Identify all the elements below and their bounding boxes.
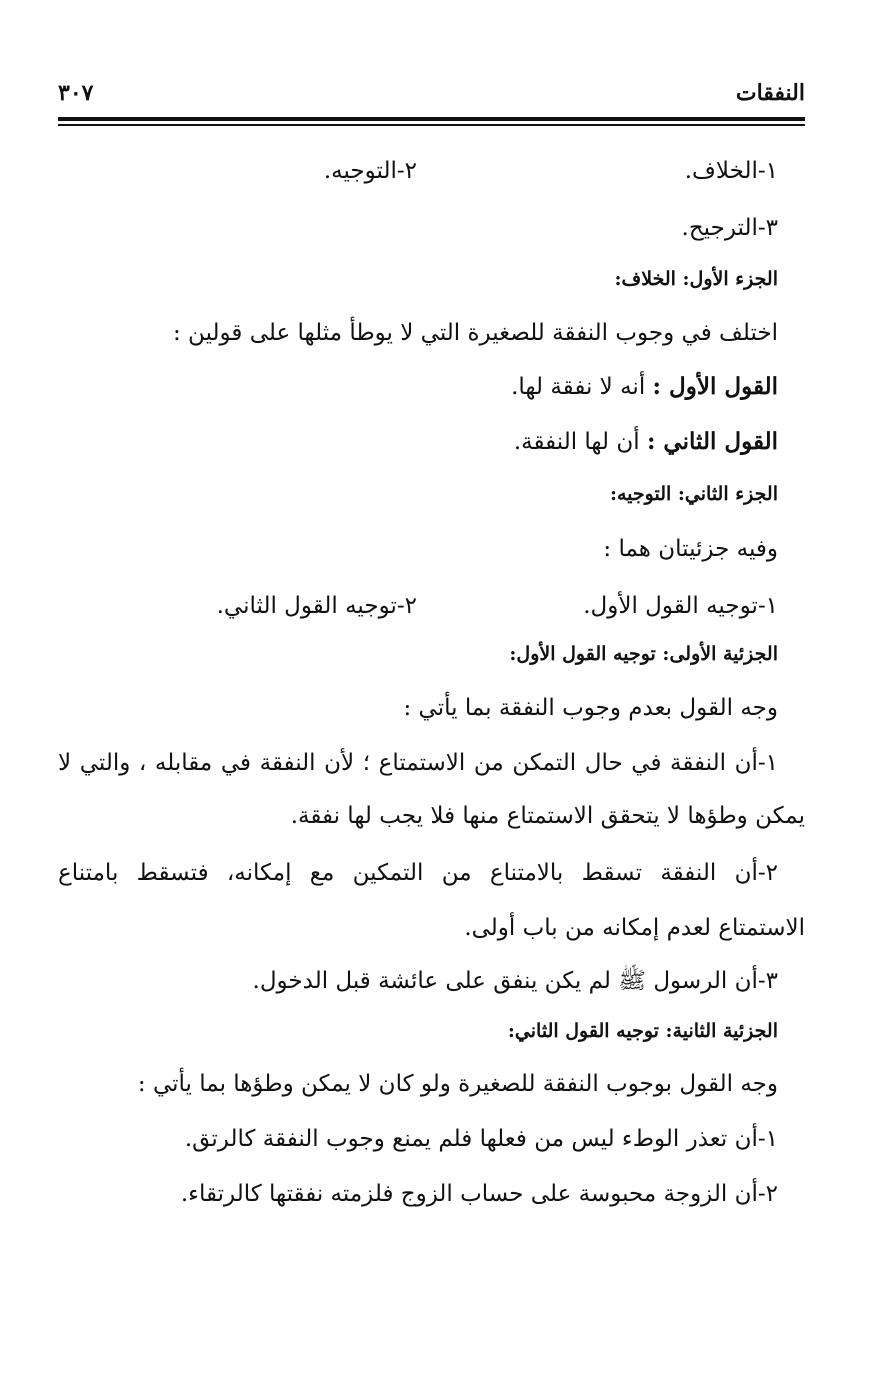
sub1-intro: وجه القول بعدم وجوب النفقة بما يأتي : bbox=[403, 695, 778, 721]
opinion-1-text: أنه لا نفقة لها. bbox=[511, 374, 653, 400]
sub1-point-1-line-1: ١-أن النفقة في حال التمكن من الاستمتاع ؛ لأن النفقة في مقابله ، والتي لا bbox=[58, 750, 778, 776]
sub2-point-1: ١-أن تعذر الوطء ليس من فعلها فلم يمنع وجوب النفقة كالرتق. bbox=[184, 1126, 778, 1152]
sub2-heading: الجزئية الثانية: توجيه القول الثاني: bbox=[507, 1020, 778, 1042]
part2-item-1: ١-توجيه القول الأول. bbox=[583, 593, 778, 619]
opinion-1 bbox=[511, 375, 778, 399]
chapter-title: النفقات bbox=[735, 80, 805, 106]
header-rule-thin bbox=[58, 124, 805, 126]
opinion-1-label: القول الأول : bbox=[652, 373, 778, 400]
sub1-point-1-line-2: يمكن وطؤها لا يتحقق الاستمتاع منها فلا يجب لها نفقة. bbox=[290, 803, 805, 829]
sub1-point-2-line-1: ٢-أن النفقة تسقط بالامتناع من التمكين مع إمكانه، فتسقط بامتناع bbox=[58, 860, 778, 886]
part2-intro: وفيه جزئيتان هما : bbox=[603, 536, 778, 562]
sub2-intro: وجه القول بوجوب النفقة للصغيرة ولو كان لا يمكن وطؤها بما يأتي : bbox=[137, 1071, 778, 1097]
sub2-point-2: ٢-أن الزوجة محبوسة على حساب الزوج فلزمته نفقتها كالرتقاء. bbox=[180, 1181, 778, 1207]
sub1-heading: الجزئية الأولى: توجيه القول الأول: bbox=[509, 643, 778, 665]
opinion-2-text: أن لها النفقة. bbox=[513, 429, 647, 455]
list-item-3: ٣-الترجيح. bbox=[681, 215, 778, 241]
opinion-2-label: القول الثاني : bbox=[646, 428, 778, 455]
part1-intro: اختلف في وجوب النفقة للصغيرة التي لا يوطأ مثلها على قولين : bbox=[173, 320, 778, 346]
part2-item-2: ٢-توجيه القول الثاني. bbox=[216, 593, 417, 619]
list-item-1: ١-الخلاف. bbox=[684, 158, 778, 184]
opinion-2 bbox=[514, 430, 778, 454]
sub1-point-3: ٣-أن الرسول ﷺ لم يكن ينفق على عائشة قبل الدخول. bbox=[252, 968, 778, 994]
page-number: ٣٠٧ bbox=[58, 80, 94, 106]
part1-heading: الجزء الأول: الخلاف: bbox=[614, 268, 778, 290]
list-item-2: ٢-التوجيه. bbox=[323, 158, 417, 184]
part2-heading: الجزء الثاني: التوجيه: bbox=[609, 483, 778, 505]
running-header bbox=[58, 80, 805, 120]
header-rule-thick bbox=[58, 117, 805, 121]
sub1-point-2-line-2: الاستمتاع لعدم إمكانه من باب أولى. bbox=[464, 915, 805, 941]
